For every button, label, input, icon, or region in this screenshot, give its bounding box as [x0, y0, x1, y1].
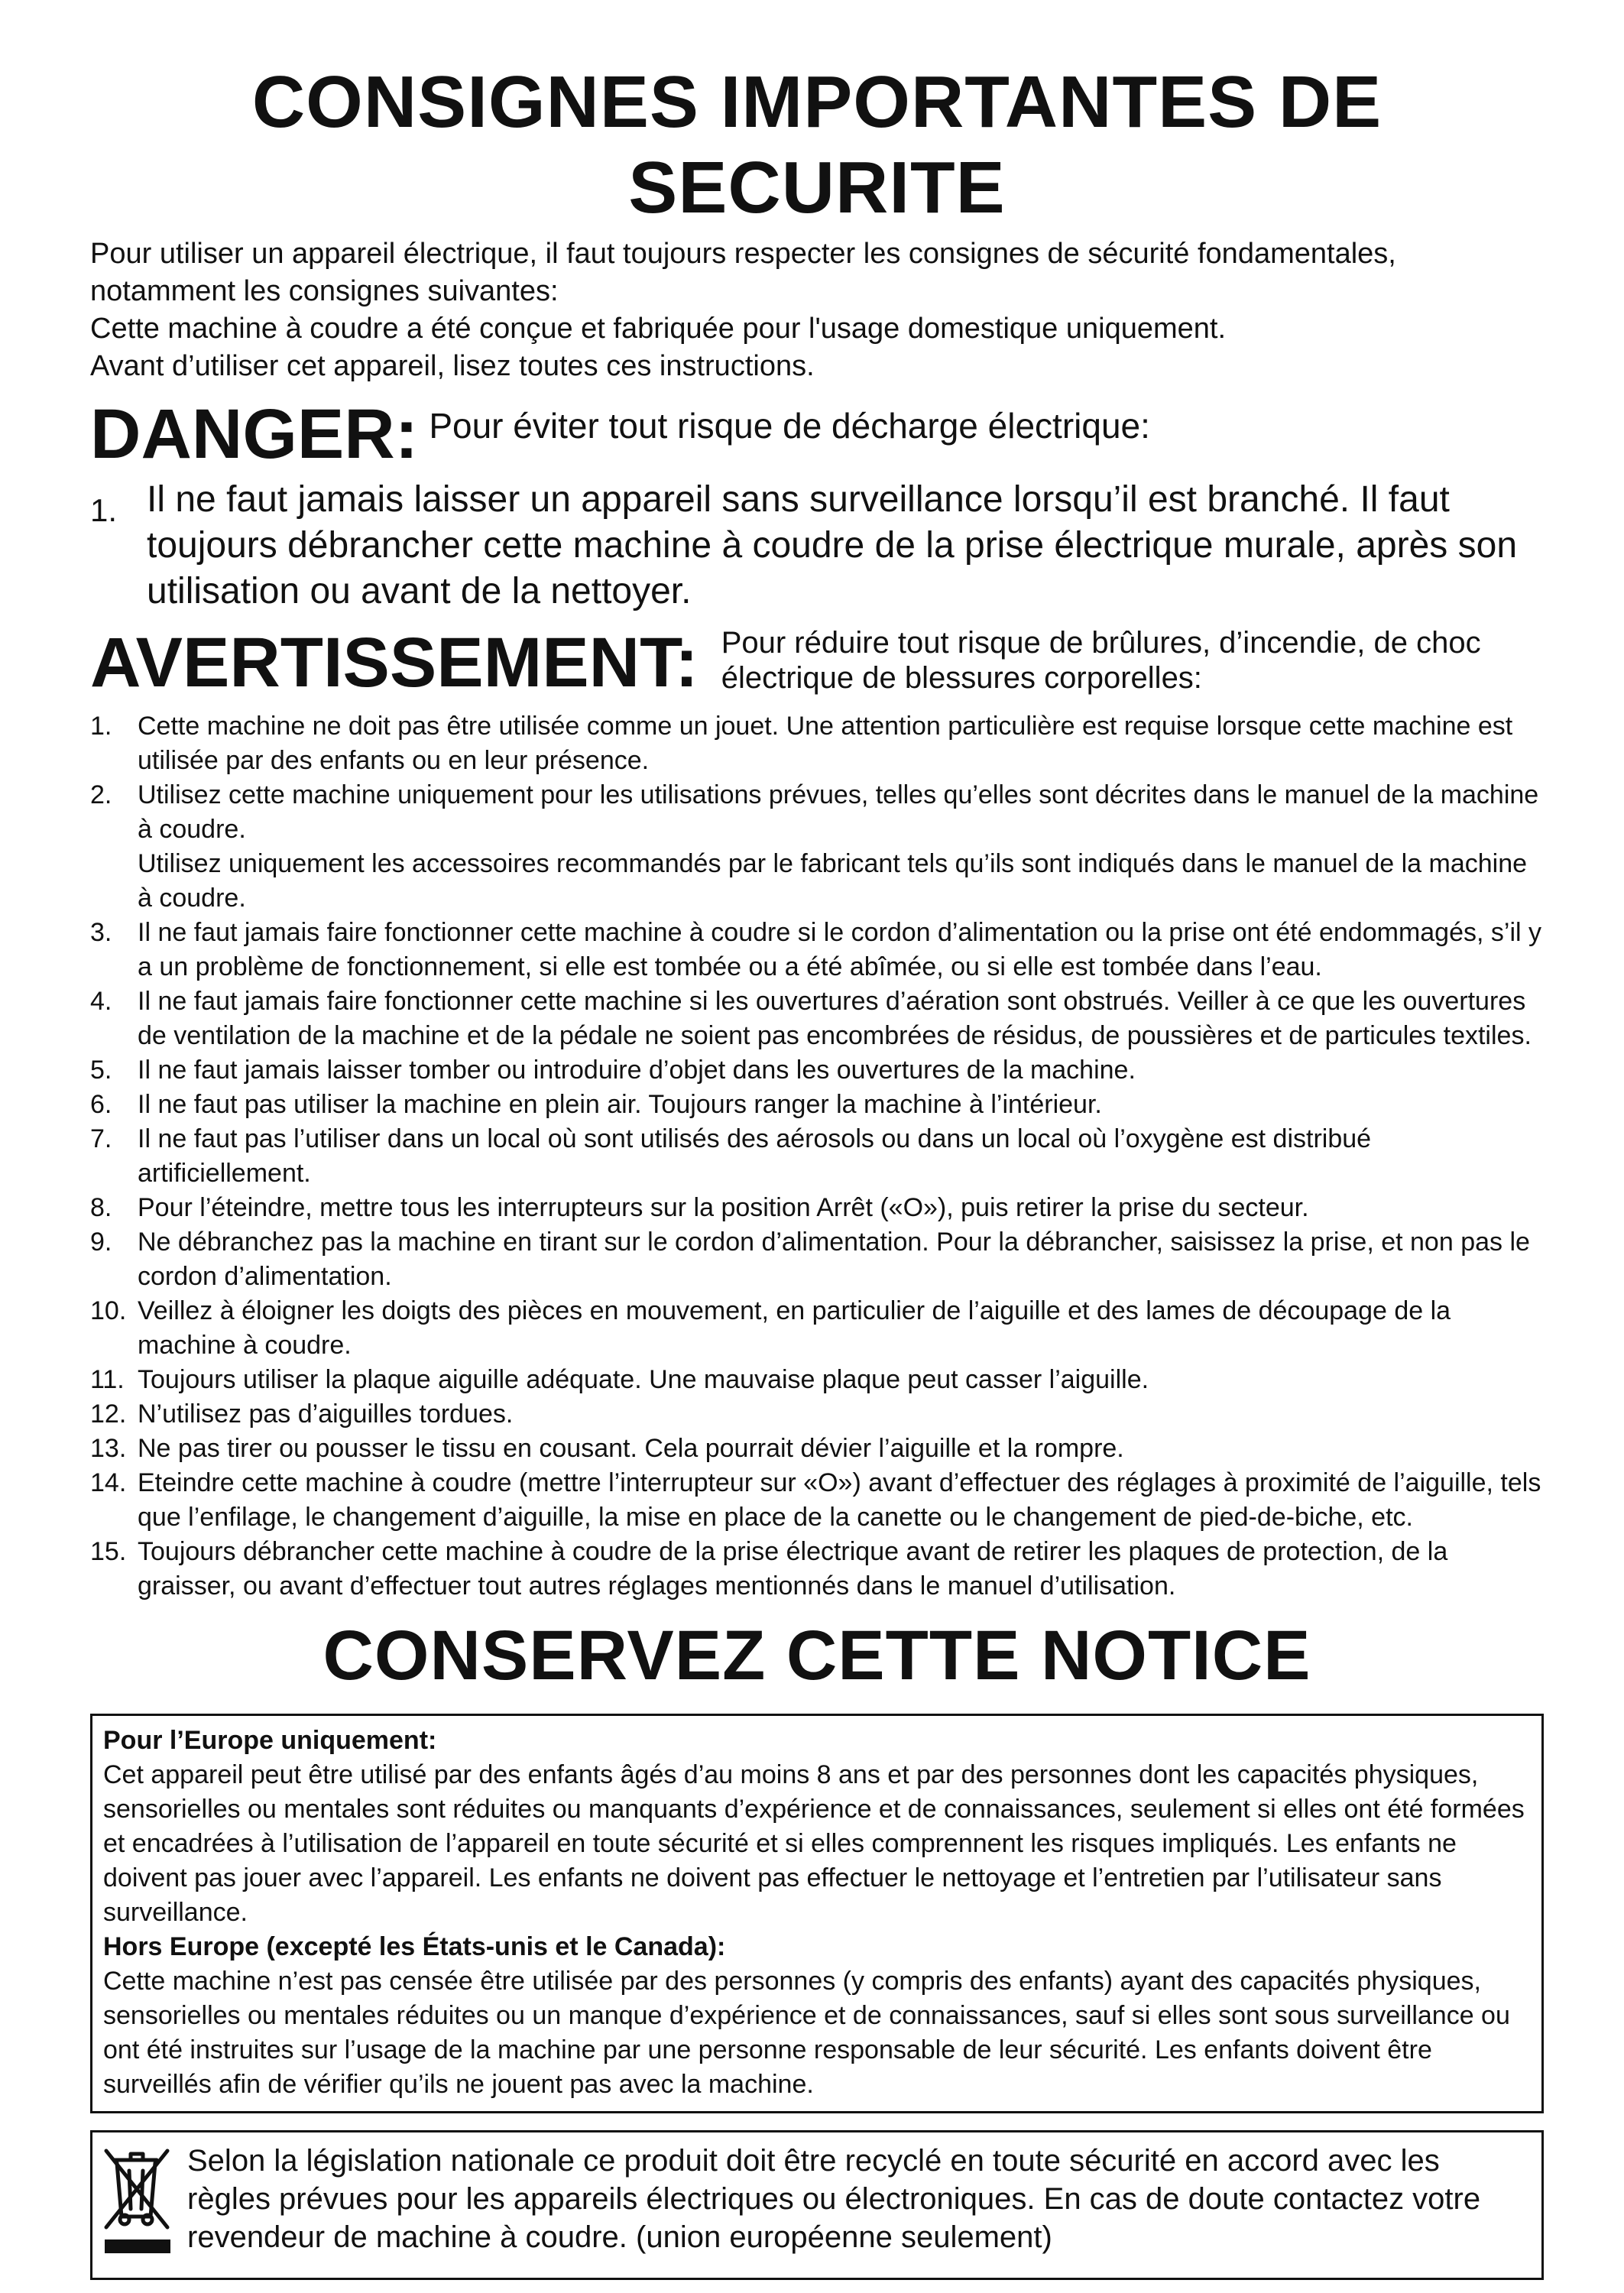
warning-item-text: Veillez à éloigner les doigts des pièces en mouvement, en particulier de l’aiguille et des lames de découpage de la machine à coudre.	[138, 1296, 1451, 1360]
warning-item	[90, 1432, 1544, 1466]
warning-item-text: Eteindre cette machine à coudre (mettre l’interrupteur sur «O») avant d’effectuer des réglages à proximité de l’aiguille, tels que l’enfilage, le changement d’aiguille, la mise en place de la canette ou le changement de pied-de-biche, etc.	[138, 1468, 1541, 1532]
danger-item-text: Il ne faut jamais laisser un appareil sans surveillance lorsqu’il est branché. Il faut toujours débrancher cette machine à coudre de la prise électrique murale, après son utilisation ou avant de la nettoyer.	[147, 479, 1518, 611]
crossed-out-wheelie-bin-icon	[103, 2142, 177, 2267]
recycling-notice-box	[90, 2130, 1544, 2280]
warning-item	[90, 1294, 1544, 1363]
intro-line: Cette machine à coudre a été conçue et fabriquée pour l'usage domestique uniquement.	[90, 313, 1227, 345]
warning-item-number: 9.	[90, 1228, 112, 1257]
warning-heading	[90, 622, 1544, 702]
warning-item	[90, 778, 1544, 916]
warning-item	[90, 1191, 1544, 1225]
danger-heading	[90, 388, 1544, 472]
danger-item	[90, 477, 1544, 615]
warning-list	[90, 709, 1544, 1604]
warning-item-text: Ne débranchez pas la machine en tirant sur le cordon d’alimentation. Pour la débrancher, saisissez la prise, et non pas le cordon d’alimentation.	[138, 1228, 1530, 1291]
warning-item-number: 4.	[90, 987, 112, 1016]
warning-item-number: 12.	[90, 1399, 127, 1429]
warning-item-text: Pour l’éteindre, mettre tous les interrupteurs sur la position Arrêt («O»), puis retirer la prise du secteur.	[138, 1193, 1309, 1222]
europe-heading: Pour l’Europe uniquement:	[103, 1726, 437, 1755]
warning-item-text: Il ne faut jamais faire fonctionner cette machine si les ouvertures d’aération sont obstrués. Veiller à ce que les ouvertures de ventilation de la machine et de la pédale ne soient pas encombrées de résidus, de poussières et de particules textiles.	[138, 987, 1532, 1050]
europe-notice-box	[90, 1714, 1544, 2113]
outside-europe-text: Cette machine n’est pas censée être utilisée par des personnes (y compris des enfants) ayant des capacités physiques, sensorielles ou mentales réduites ou un manque d’expérience et de connaissances, sauf si elles sont sous surveillance ou ont été instruites sur l’usage de la machine par une personne responsable de leur sécurité. Les enfants doivent être surveillés afin de vérifier qu’ils ne jouent pas avec la machine.	[103, 1967, 1510, 2099]
intro-line: Avant d’utiliser cet appareil, lisez toutes ces instructions.	[90, 350, 815, 382]
warning-item	[90, 1053, 1544, 1088]
warning-item-number: 13.	[90, 1434, 127, 1463]
warning-item-text: Toujours débrancher cette machine à coudre de la prise électrique avant de retirer les plaques de protection, de la graisser, ou avant d’effectuer tout autres réglages mentionnés dans le manuel d’utilisation.	[138, 1537, 1448, 1601]
danger-item-number: 1.	[90, 492, 118, 528]
recycling-text: Selon la législation nationale ce produit doit être recyclé en toute sécurité en accord avec les règles prévues pour les appareils électriques ou électroniques. En cas de doute contactez votre revendeur de machine à coudre. (union européenne seulement)	[187, 2144, 1481, 2254]
warning-item-number: 6.	[90, 1090, 112, 1119]
warning-item	[90, 984, 1544, 1053]
warning-label: AVERTISSEMENT:	[90, 624, 699, 702]
warning-item-number: 11.	[90, 1365, 125, 1394]
warning-item	[90, 709, 1544, 778]
warning-item-number: 15.	[90, 1537, 127, 1566]
warning-item-text: Toujours utiliser la plaque aiguille adéquate. Une mauvaise plaque peut casser l’aiguille.	[138, 1365, 1149, 1394]
warning-item-number: 14.	[90, 1468, 127, 1497]
warning-item	[90, 1363, 1544, 1397]
outside-europe-heading: Hors Europe (excepté les États-unis et le Canada):	[103, 1932, 726, 1961]
warning-item-number: 3.	[90, 918, 112, 947]
warning-item-text: Il ne faut jamais laisser tomber ou introduire d’objet dans les ouvertures de la machine.	[138, 1056, 1136, 1085]
europe-text: Cet appareil peut être utilisé par des enfants âgés d’au moins 8 ans et par des personnes dont les capacités physiques, sensorielles ou mentales sont réduites ou manquants d’expérience et de connaissances, seulement si elles ont été formées et encadrées à l’utilisation de l’appareil en toute sécurité et si elles comprennent les risques impliqués. Les enfants ne doivent pas jouer avec l’appareil. Les enfants ne doivent pas effectuer le nettoyage et l’entretien par l’utilisateur sans surveillance.	[103, 1760, 1525, 1927]
danger-label: DANGER:	[90, 395, 419, 473]
warning-item-number: 5.	[90, 1056, 112, 1085]
warning-item-number: 8.	[90, 1193, 112, 1222]
warning-item	[90, 1122, 1544, 1191]
warning-item-number: 10.	[90, 1296, 127, 1325]
warning-item-text: Il ne faut pas utiliser la machine en plein air. Toujours ranger la machine à l’intérieur.	[138, 1090, 1102, 1119]
warning-item	[90, 1397, 1544, 1432]
warning-subtitle: Pour réduire tout risque de brûlures, d’incendie, de choc électrique de blessures corporelles:	[721, 626, 1481, 695]
page-title: CONSIGNES IMPORTANTES DE SECURITE	[251, 61, 1383, 229]
warning-item	[90, 1466, 1544, 1535]
danger-subtitle: Pour éviter tout risque de décharge électrique:	[429, 406, 1150, 446]
warning-item	[90, 1225, 1544, 1294]
warning-item-text: Utilisez cette machine uniquement pour les utilisations prévues, telles qu’elles sont décrites dans le manuel de la machine à coudre.	[138, 780, 1539, 844]
warning-item-text: Il ne faut pas l’utiliser dans un local où sont utilisés des aérosols ou dans un local où l’oxygène est distribué artificiellement.	[138, 1124, 1372, 1188]
warning-item-number: 7.	[90, 1124, 112, 1153]
keep-notice-title: CONSERVEZ CETTE NOTICE	[323, 1617, 1311, 1695]
warning-item	[90, 916, 1544, 984]
warning-item-text: Cette machine ne doit pas être utilisée comme un jouet. Une attention particulière est requise lorsque cette machine est utilisée par des enfants ou en leur présence.	[138, 712, 1513, 775]
warning-item-text: N’utilisez pas d’aiguilles tordues.	[138, 1399, 514, 1429]
warning-item	[90, 1535, 1544, 1604]
warning-item	[90, 1088, 1544, 1122]
warning-item-number: 2.	[90, 780, 112, 809]
intro-paragraph	[90, 235, 1544, 385]
intro-line: Pour utiliser un appareil électrique, il faut toujours respecter les consignes de sécurité fondamentales,	[90, 238, 1396, 270]
warning-item-extra-text: Utilisez uniquement les accessoires recommandés par le fabricant tels qu’ils sont indiqués dans le manuel de la machine à coudre.	[138, 849, 1528, 913]
intro-line: notamment les consignes suivantes:	[90, 275, 559, 307]
document-page	[90, 60, 1544, 2280]
warning-item-text: Ne pas tirer ou pousser le tissu en cousant. Cela pourrait dévier l’aiguille et la rompre.	[138, 1434, 1124, 1463]
warning-item-number: 1.	[90, 712, 112, 741]
warning-item-text: Il ne faut jamais faire fonctionner cette machine à coudre si le cordon d’alimentation ou la prise ont été endommagés, s’il y a un problème de fonctionnement, si elle est tombée ou a été abîmée, ou si elle est tombée dans l’eau.	[138, 918, 1541, 981]
